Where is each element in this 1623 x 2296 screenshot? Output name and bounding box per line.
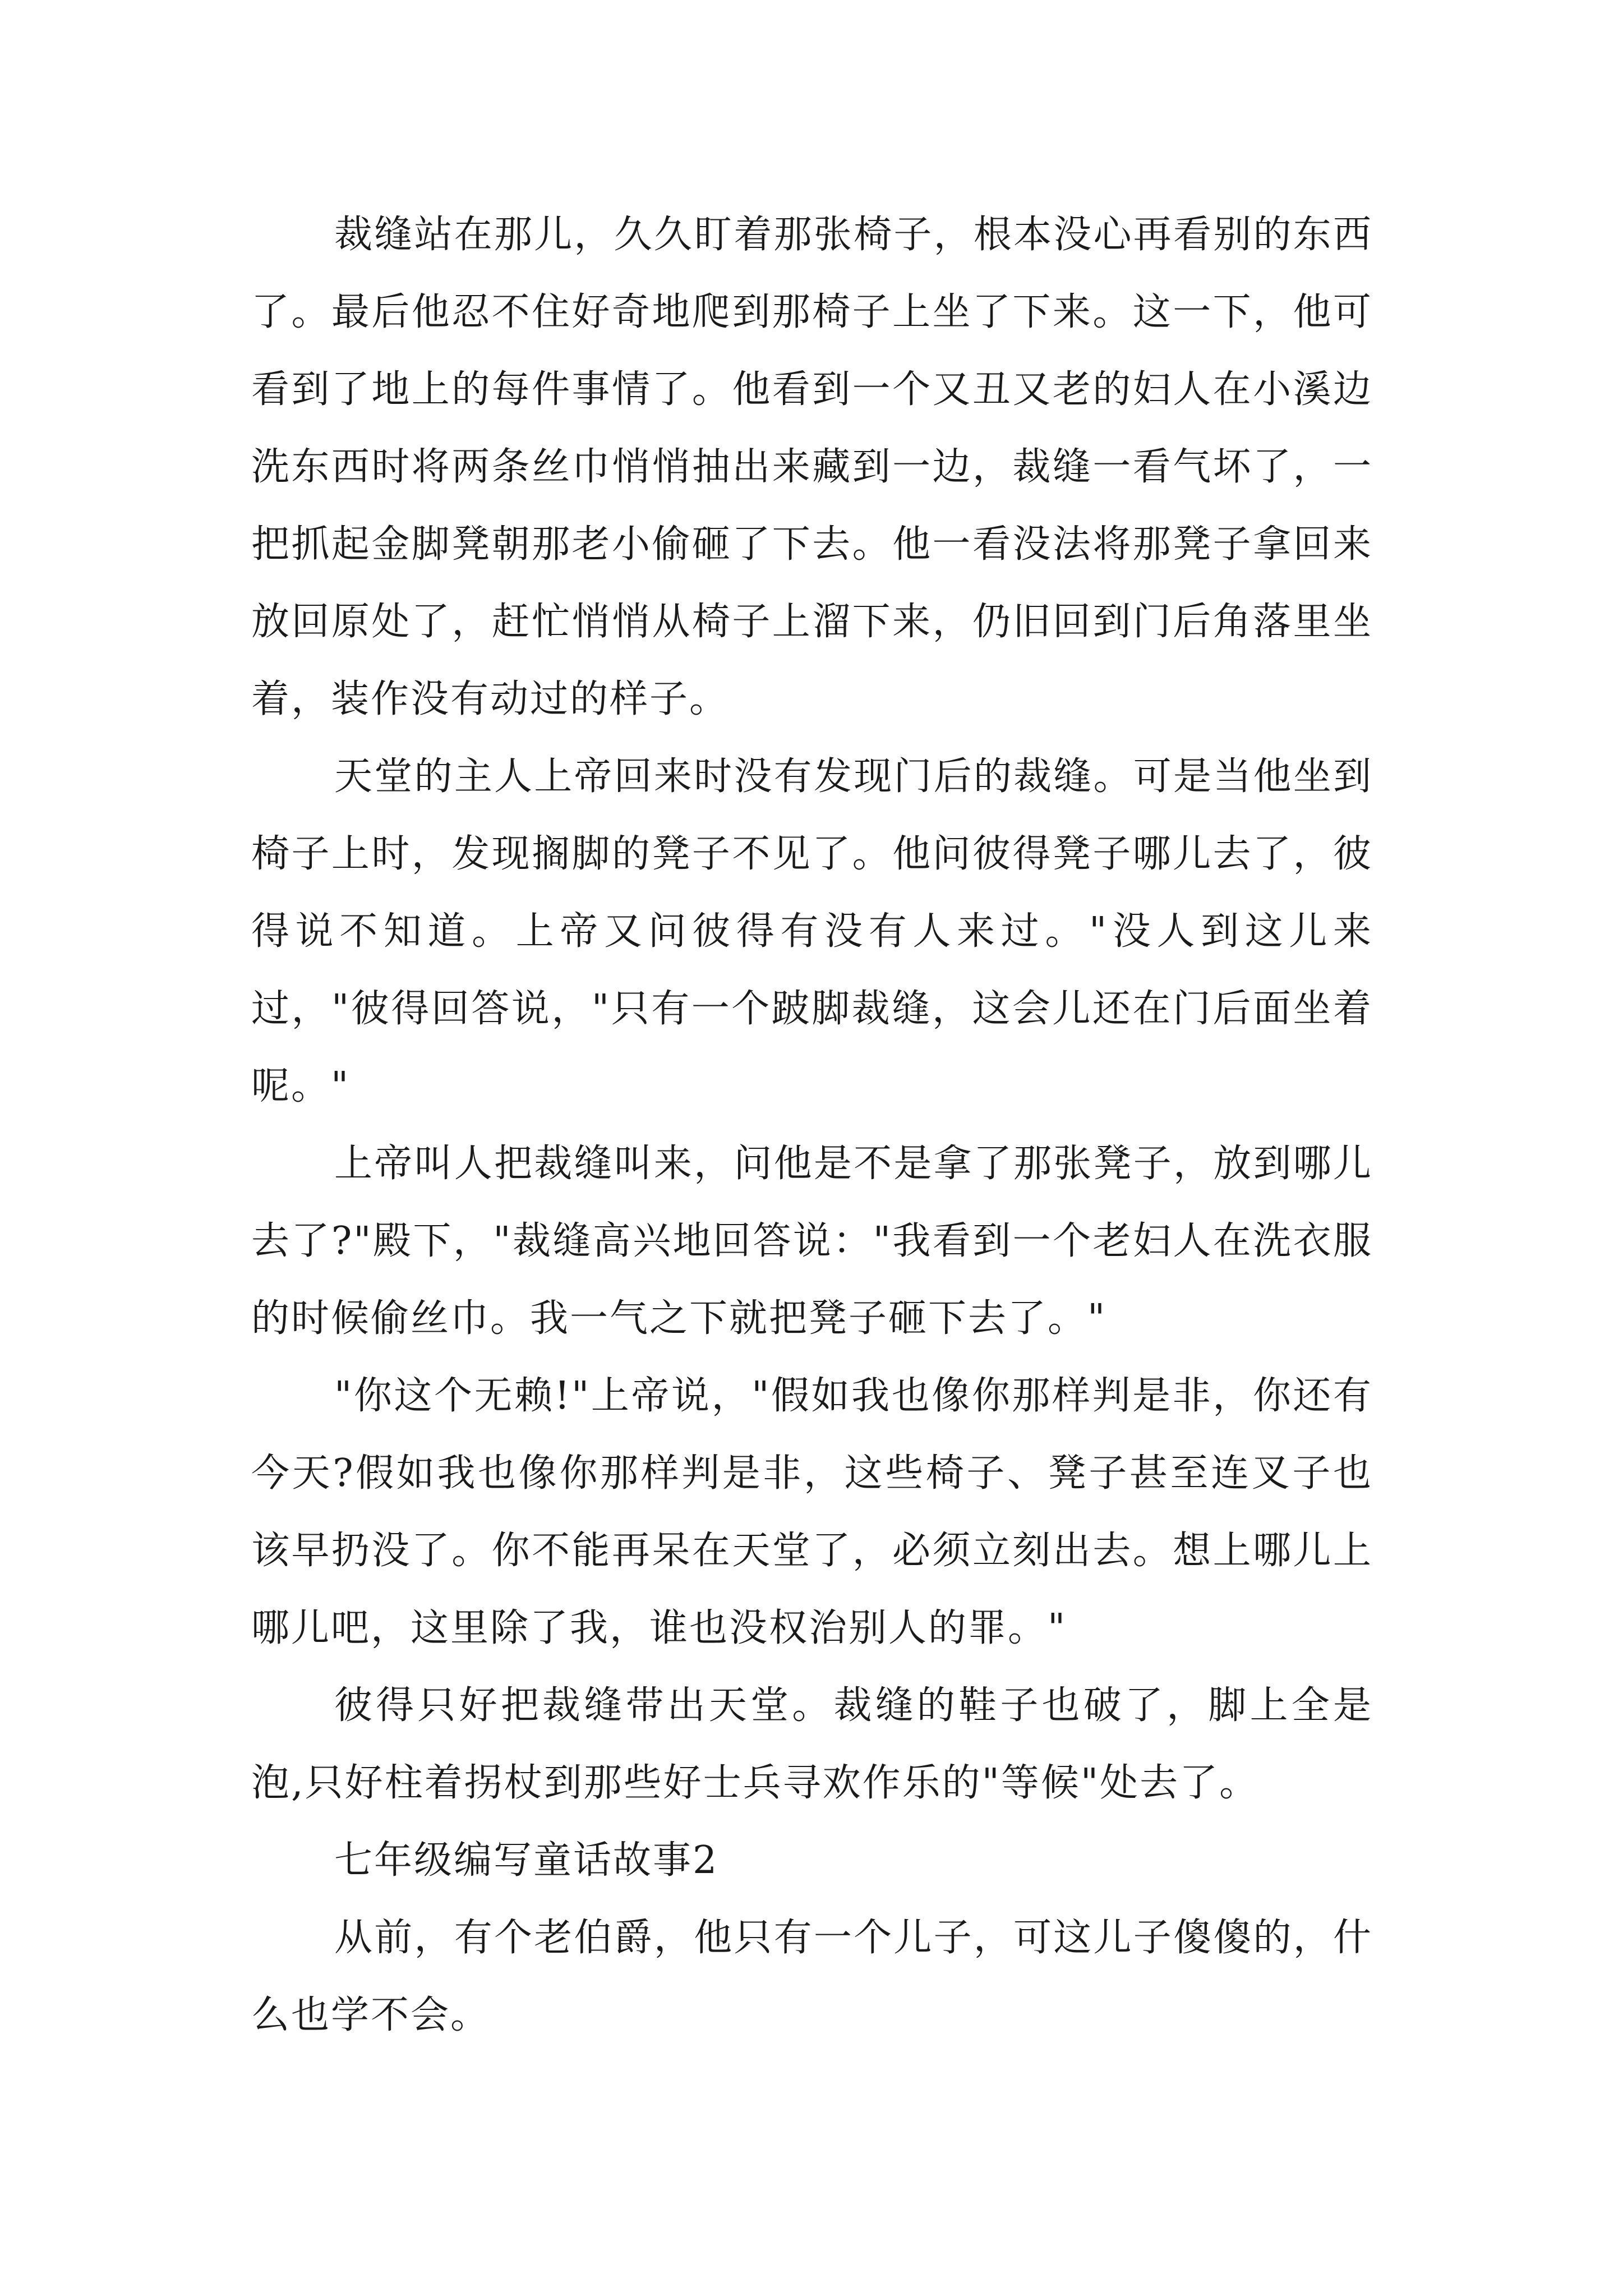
paragraph-tailor-leaves: 彼得只好把裁缝带出天堂。裁缝的鞋子也破了，脚上全是泡,只好柱着拐杖到那些好士兵寻欢作乐的"等候"处去了。: [251, 1683, 1373, 1805]
paragraph-god-asks-tailor: 上帝叫人把裁缝叫来，问他是不是拿了那张凳子，放到哪儿去了?"殿下，"裁缝高兴地回答说："我看到一个老妇人在洗衣服的时候偷丝巾。我一气之下就把凳子砸下去了。": [251, 1142, 1373, 1341]
section-heading: 七年级编写童话故事2: [334, 1838, 719, 1883]
paragraph-old-count: 从前，有个老伯爵，他只有一个儿子，可这儿子傻傻的，什么也学不会。: [251, 1916, 1373, 2037]
document-body: [251, 196, 1373, 2054]
paragraph-god-returns: 天堂的主人上帝回来时没有发现门后的裁缝。可是当他坐到椅子上时，发现搁脚的凳子不见了。他问彼得凳子哪儿去了，彼得说不知道。上帝又问彼得有没有人来过。"没人到这儿来过，"彼得回答说，"只有一个跛脚裁缝，这会儿还在门后面坐着呢。": [251, 754, 1373, 1108]
paragraph-god-rebukes: "你这个无赖!"上帝说，"假如我也像你那样判是非，你还有今天?假如我也像你那样判是非，这些椅子、凳子甚至连叉子也该早扔没了。你不能再呆在天堂了，必须立刻出去。想上哪儿上哪儿吧，这里除了我，谁也没权治别人的罪。": [251, 1374, 1373, 1650]
paragraph-tailor-chair: 裁缝站在那儿，久久盯着那张椅子，根本没心再看别的东西了。最后他忍不住好奇地爬到那椅子上坐了下来。这一下，他可看到了地上的每件事情了。他看到一个又丑又老的妇人在小溪边洗东西时将两条丝巾悄悄抽出来藏到一边，裁缝一看气坏了，一把抓起金脚凳朝那老小偷砸了下去。他一看没法将那凳子拿回来放回原处了，赶忙悄悄从椅子上溜下来，仍旧回到门后角落里坐着，装作没有动过的样子。: [251, 213, 1373, 721]
